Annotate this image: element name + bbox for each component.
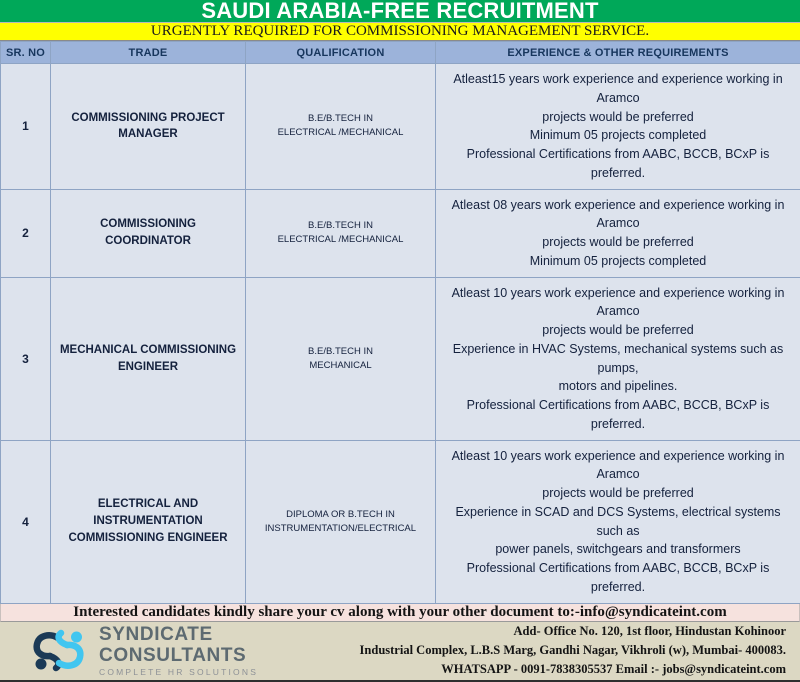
experience-line: power panels, switchgears and transformers (444, 540, 792, 559)
qualification-line: B.E/B.TECH IN (254, 345, 427, 359)
cv-submission-text: Interested candidates kindly share your cv along with your other document to:-info@syndicateint.com (73, 604, 726, 621)
experience-line: projects would be preferred (444, 484, 792, 503)
column-header-qualification: QUALIFICATION (246, 42, 436, 64)
cell-experience (436, 64, 800, 190)
cell-serial-number: 1 (1, 64, 51, 190)
column-header-srno: SR. NO (1, 42, 51, 64)
title-banner (0, 0, 800, 23)
experience-line: Atleast 08 years work experience and experience working in Aramco (444, 196, 792, 234)
brand-name-line1: SYNDICATE (99, 625, 258, 644)
cell-trade: COMMISSIONING COORDINATOR (51, 189, 246, 277)
contact-details (360, 622, 786, 680)
experience-line: projects would be preferred (444, 233, 792, 252)
experience-line: motors and pipelines. (444, 377, 792, 396)
page-title: SAUDI ARABIA-FREE RECRUITMENT (201, 0, 598, 22)
syndicate-logo-icon (28, 628, 90, 674)
table-row (1, 64, 800, 190)
contact-address-line2: Industrial Complex, L.B.S Marg, Gandhi Nagar, Vikhroli (w), Mumbai- 400083. (360, 641, 786, 660)
experience-line: projects would be preferred (444, 108, 792, 127)
experience-line: Experience in HVAC Systems, mechanical systems such as pumps, (444, 340, 792, 378)
qualification-line: MECHANICAL (254, 359, 427, 373)
cell-trade: COMMISSIONING PROJECT MANAGER (51, 64, 246, 190)
column-header-trade: TRADE (51, 42, 246, 64)
cell-trade: MECHANICAL COMMISSIONING ENGINEER (51, 277, 246, 440)
experience-line: Atleast 10 years work experience and experience working in Aramco (444, 284, 792, 322)
footer (0, 622, 800, 682)
subtitle-banner (0, 23, 800, 41)
qualification-line: DIPLOMA OR B.TECH IN (254, 508, 427, 522)
qualification-line: B.E/B.TECH IN (254, 112, 427, 126)
cell-serial-number: 2 (1, 189, 51, 277)
experience-line: Professional Certifications from AABC, BCCB, BCxP is preferred. (444, 396, 792, 434)
experience-line: Professional Certifications from AABC, BCCB, BCxP is preferred. (444, 145, 792, 183)
qualification-line: B.E/B.TECH IN (254, 219, 427, 233)
experience-line: Minimum 05 projects completed (444, 126, 792, 145)
table-row (1, 440, 800, 603)
cell-serial-number: 4 (1, 440, 51, 603)
qualification-line: INSTRUMENTATION/ELECTRICAL (254, 522, 427, 536)
cell-experience (436, 277, 800, 440)
experience-line: projects would be preferred (444, 321, 792, 340)
contact-address-line1: Add- Office No. 120, 1st floor, Hindustan Kohinoor (360, 622, 786, 641)
cell-qualification (246, 64, 436, 190)
qualification-line: ELECTRICAL /MECHANICAL (254, 126, 427, 140)
contact-phone-email: WHATSAPP - 0091-7838305537 Email :- jobs@syndicateint.com (360, 660, 786, 679)
cell-qualification (246, 277, 436, 440)
table-body (1, 64, 800, 604)
cell-serial-number: 3 (1, 277, 51, 440)
experience-line: Atleast15 years work experience and experience working in Aramco (444, 70, 792, 108)
table-row (1, 277, 800, 440)
experience-line: Minimum 05 projects completed (444, 252, 792, 271)
page-subtitle: URGENTLY REQUIRED FOR COMMISSIONING MANAGEMENT SERVICE. (151, 23, 649, 40)
experience-line: Atleast 10 years work experience and experience working in Aramco (444, 447, 792, 485)
cell-experience (436, 440, 800, 603)
qualification-line: ELECTRICAL /MECHANICAL (254, 233, 427, 247)
jobs-table (0, 41, 800, 604)
cv-submission-band (0, 604, 800, 622)
cell-experience (436, 189, 800, 277)
cell-trade: ELECTRICAL AND INSTRUMENTATION COMMISSIONING ENGINEER (51, 440, 246, 603)
cell-qualification (246, 189, 436, 277)
cell-qualification (246, 440, 436, 603)
brand-wordmark (99, 625, 258, 677)
brand-tagline: COMPLETE HR SOLUTIONS (99, 668, 258, 677)
table-header (1, 42, 800, 64)
brand-name-line2: CONSULTANTS (99, 646, 258, 665)
table-row (1, 189, 800, 277)
company-branding (28, 625, 258, 677)
experience-line: Professional Certifications from AABC, BCCB, BCxP is preferred. (444, 559, 792, 597)
table-header-row (1, 42, 800, 64)
column-header-experience: EXPERIENCE & OTHER REQUIREMENTS (436, 42, 800, 64)
experience-line: Experience in SCAD and DCS Systems, electrical systems such as (444, 503, 792, 541)
